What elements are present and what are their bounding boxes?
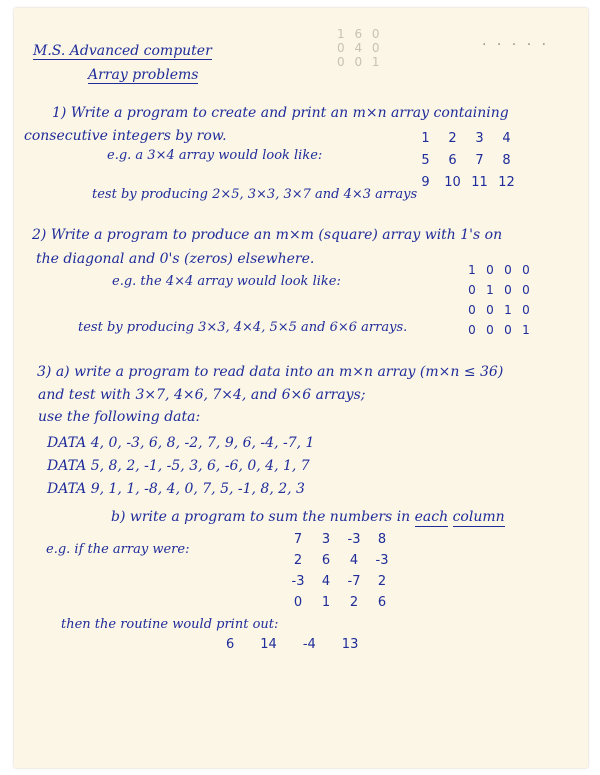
matrix-cell: -7 [347, 574, 361, 589]
matrix-cell: 11 [471, 175, 488, 190]
problem2-line1: 2) Write a program to produce an m×m (square) array with 1's on [32, 227, 503, 243]
matrix-cell: 0 [486, 303, 494, 317]
matrix-cell: 2 [349, 595, 359, 610]
topic-title: Array problems [88, 67, 199, 83]
problem3b-column: column [452, 509, 505, 525]
matrix-cell: 10 [444, 175, 461, 190]
matrix-cell: 0 [522, 283, 530, 297]
data-line-3: DATA 9, 1, 1, -8, 4, 0, 7, 5, -1, 8, 2, 3 [47, 481, 305, 497]
problem3a-line3: use the following data: [38, 409, 201, 425]
problem3a-line2: and test with 3×7, 4×6, 7×4, and 6×6 arrays; [38, 387, 366, 403]
matrix-cell: 1 [504, 303, 512, 317]
matrix-cell: 3 [475, 131, 484, 146]
corner-mark-1: 1 6 0 [337, 27, 383, 41]
problem2-example-matrix [463, 264, 535, 336]
problem2-line2: the diagonal and 0's (zeros) elsewhere. [36, 251, 315, 267]
matrix-cell: 1 [321, 595, 331, 610]
problem1-line2: consecutive integers by row. [24, 128, 227, 144]
matrix-cell: 0 [504, 283, 512, 297]
matrix-cell: 0 [293, 595, 303, 610]
matrix-cell: -3 [375, 553, 389, 568]
matrix-cell: 8 [377, 532, 387, 547]
problem3b-prefix: b) write a program to sum the numbers in [111, 509, 411, 525]
result-value: 13 [341, 637, 359, 652]
result-value: -4 [302, 637, 316, 652]
problem3b-example-matrix [284, 533, 396, 609]
matrix-cell: 4 [349, 553, 359, 568]
matrix-cell: 6 [321, 553, 331, 568]
problem3b-example: e.g. if the array were: [46, 542, 190, 557]
matrix-cell: 2 [448, 131, 457, 146]
matrix-cell: 1 [468, 263, 476, 277]
matrix-cell: 8 [502, 153, 511, 168]
matrix-cell: 5 [421, 153, 430, 168]
problem3b-result [226, 638, 358, 651]
problem1-example: e.g. a 3×4 array would look like: [107, 148, 323, 163]
problem1-line1: 1) Write a program to create and print an m×n array containing [52, 105, 509, 121]
matrix-cell: 0 [522, 303, 530, 317]
corner-mark-3: 0 0 1 [337, 55, 383, 69]
matrix-cell: 2 [293, 553, 303, 568]
problem2-example: e.g. the 4×4 array would look like: [112, 274, 341, 289]
problem3b-each: each [414, 509, 449, 525]
problem2-test: test by producing 3×3, 4×4, 5×5 and 6×6 arrays. [78, 320, 408, 335]
corner-dots: · · · · · [482, 37, 550, 53]
matrix-cell: 1 [421, 131, 430, 146]
matrix-cell: 0 [468, 283, 476, 297]
data-line-1: DATA 4, 0, -3, 6, 8, -2, 7, 9, 6, -4, -7, 1 [47, 435, 315, 451]
problem3b-line1 [111, 510, 505, 524]
matrix-cell: 7 [475, 153, 484, 168]
matrix-cell: 4 [502, 131, 511, 146]
problem1-test: test by producing 2×5, 3×3, 3×7 and 4×3 arrays [92, 187, 418, 202]
matrix-cell: 4 [321, 574, 331, 589]
matrix-cell: 0 [522, 263, 530, 277]
matrix-cell: 6 [377, 595, 387, 610]
result-value: 14 [260, 637, 277, 652]
matrix-cell: 0 [486, 263, 494, 277]
matrix-cell: 3 [321, 532, 331, 547]
problem1-example-matrix [412, 132, 520, 189]
matrix-cell: 0 [504, 263, 512, 277]
corner-mark-2: 0 4 0 [337, 41, 383, 55]
matrix-cell: -3 [291, 574, 305, 589]
matrix-cell: 1 [486, 283, 494, 297]
matrix-cell: 0 [504, 323, 512, 337]
matrix-cell: 0 [468, 303, 476, 317]
problem3b-result-intro: then the routine would print out: [61, 617, 279, 632]
matrix-cell: -3 [347, 532, 361, 547]
matrix-cell: 7 [293, 532, 303, 547]
matrix-cell: 6 [448, 153, 457, 168]
course-title: M.S. Advanced computer [33, 43, 212, 59]
handwritten-page [14, 8, 588, 768]
matrix-cell: 9 [421, 175, 430, 190]
matrix-cell: 2 [377, 574, 387, 589]
matrix-cell: 0 [468, 323, 476, 337]
result-value: 6 [226, 637, 235, 652]
problem3a-line1: 3) a) write a program to read data into an m×n array (m×n ≤ 36) [37, 364, 504, 380]
matrix-cell: 1 [522, 323, 530, 337]
matrix-cell: 12 [498, 175, 515, 190]
matrix-cell: 0 [486, 323, 494, 337]
data-line-2: DATA 5, 8, 2, -1, -5, 3, 6, -6, 0, 4, 1, 7 [47, 458, 310, 474]
